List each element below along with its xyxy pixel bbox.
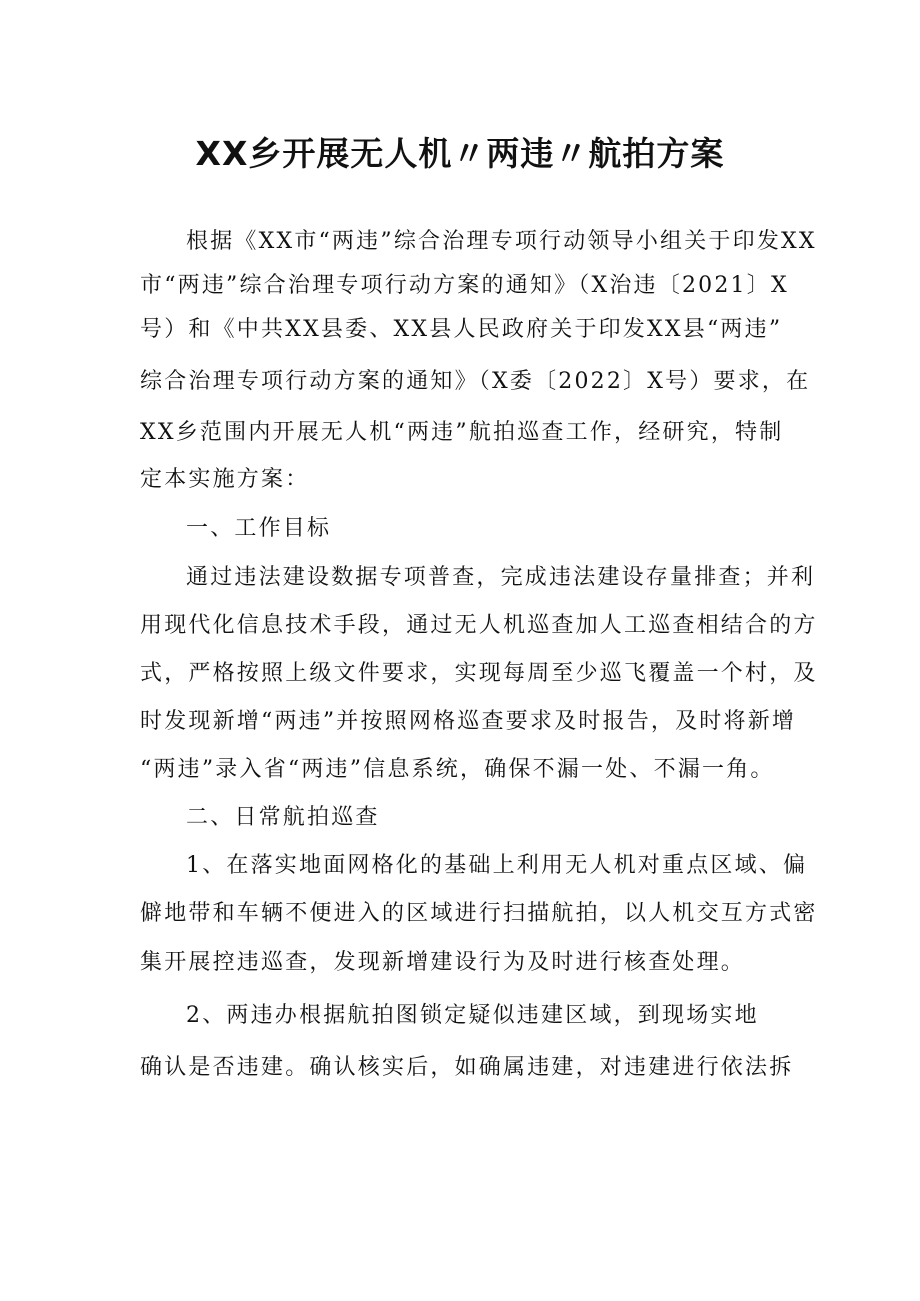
document-title: XX乡开展无人机〃两违〃航拍方案 xyxy=(195,134,725,173)
paragraph-line: 市“两违”综合治理专项行动方案的通知》（X治违〔2021〕X xyxy=(140,273,789,298)
paragraph-line: 集开展控违巡查，发现新增建设行为及时进行核查处理。 xyxy=(140,950,746,975)
paragraph-line: 2、两违办根据航拍图锁定疑似违建区域，到现场实地 xyxy=(186,1003,759,1028)
paragraph-line: 1、在落实地面网格化的基础上利用无人机对重点区域、偏 xyxy=(186,853,808,878)
paragraph-line: XX乡范围内开展无人机“两违”航拍巡查工作，经研究，特制 xyxy=(140,420,784,445)
paragraph-line: 综合治理专项行动方案的通知》（X委〔2022〕X号）要求，在 xyxy=(140,369,811,394)
paragraph-line: 时发现新增“两违”并按照网格巡查要求及时报告，及时将新增 xyxy=(140,709,797,734)
paragraph-line: 通过违法建设数据专项普查，完成违法建设存量排查；并利 xyxy=(186,565,816,590)
section-heading: 一、工作目标 xyxy=(186,516,332,541)
paragraph-line: “两违”录入省“两违”信息系统，确保不漏一处、不漏一角。 xyxy=(140,757,775,782)
paragraph-line: 根据《XX市“两违”综合治理专项行动领导小组关于印发XX xyxy=(186,229,817,254)
paragraph-line: 定本实施方案： xyxy=(140,467,310,492)
section-heading: 二、日常航拍巡查 xyxy=(186,805,380,830)
paragraph-line: 僻地带和车辆不便进入的区域进行扫描航拍，以人机交互方式密 xyxy=(140,901,818,926)
paragraph-line: 号）和《中共XX县委、XX县人民政府关于印发XX县“两违” xyxy=(140,317,783,342)
paragraph-line: 确认是否违建。确认核实后，如确属违建，对违建进行依法拆 xyxy=(140,1055,794,1080)
paragraph-line: 用现代化信息技术手段，通过无人机巡查加人工巡查相结合的方 xyxy=(140,613,818,638)
paragraph-line: 式，严格按照上级文件要求，实现每周至少巡飞覆盖一个村，及 xyxy=(140,661,818,686)
